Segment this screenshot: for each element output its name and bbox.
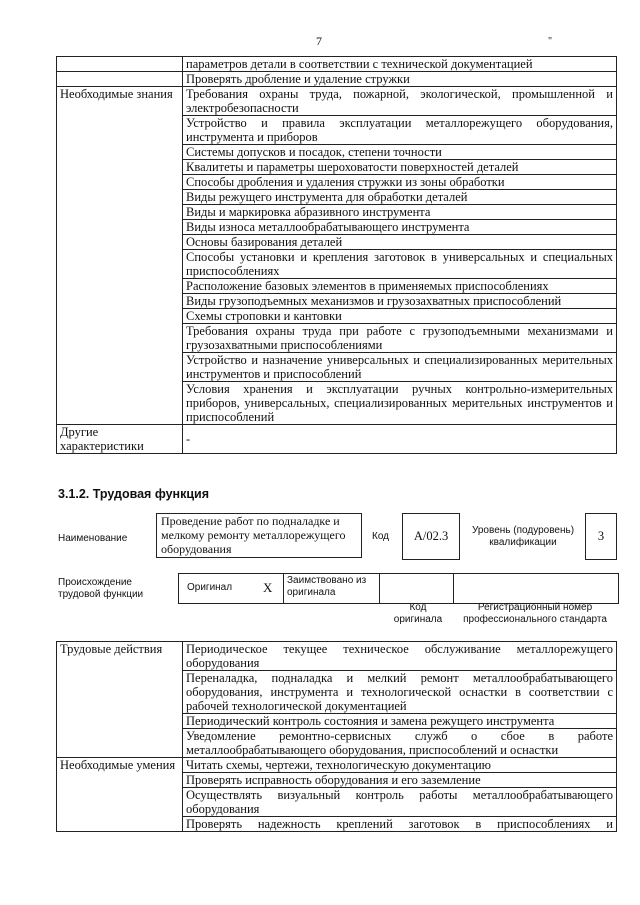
knowledge-item: Схемы строповки и кантовки: [183, 309, 617, 324]
origin-label: Происхождение трудовой функции: [58, 577, 144, 600]
level-label: Уровень (подуровень) квалификации: [471, 525, 575, 548]
knowledge-item: Условия хранения и эксплуатации ручных контрольно-измерительных приборов, универсальных, специализированных мерительных инструментов и приспособлений: [183, 382, 617, 425]
knowledge-item: Виды режущего инструмента для обработки деталей: [183, 190, 617, 205]
table-row: [57, 72, 617, 87]
table-row: [57, 87, 617, 116]
page-number: 7: [316, 34, 322, 48]
knowledge-item: Способы дробления и удаления стружки из зоны обработки: [183, 175, 617, 190]
name-label: Наименование: [58, 533, 128, 544]
table-cell: параметров детали в соответствии с технической документацией: [183, 57, 617, 72]
divider: [453, 574, 454, 603]
skill-item: Проверять исправность оборудования и его заземление: [183, 773, 617, 788]
divider: [379, 574, 380, 603]
table-row: [57, 425, 617, 454]
knowledge-item: Устройство и правила эксплуатации металлорежущего оборудования, инструмента и приборов: [183, 116, 617, 145]
knowledge-label: Необходимые знания: [57, 87, 183, 425]
other-characteristics-value: -: [183, 425, 617, 454]
table-row: [57, 642, 617, 671]
knowledge-item: Виды и маркировка абразивного инструмента: [183, 205, 617, 220]
knowledge-item: Системы допусков и посадок, степени точности: [183, 145, 617, 160]
original-label: Оригинал: [187, 582, 233, 593]
other-characteristics-label: Другие характеристики: [57, 425, 183, 454]
code-box: А/02.3: [402, 513, 460, 560]
level-box: 3: [585, 513, 617, 560]
knowledge-item: Виды износа металлообрабатывающего инструмента: [183, 220, 617, 235]
empty-label-cell: [57, 72, 183, 87]
knowledge-item: Требования охраны труда, пожарной, экологической, промышленной и электробезопасности: [183, 87, 617, 116]
borrowed-label: Заимствовано из оригинала: [287, 575, 367, 598]
corner-mark: ": [548, 36, 553, 47]
actions-label: Трудовые действия: [57, 642, 183, 758]
knowledge-item: Виды грузоподъемных механизмов и грузозахватных приспособлений: [183, 294, 617, 309]
knowledge-item: Основы базирования деталей: [183, 235, 617, 250]
knowledge-table: [56, 56, 617, 454]
actions-table: [56, 641, 617, 832]
knowledge-item: Способы установки и крепления заготовок в универсальных и специальных приспособлениях: [183, 250, 617, 279]
empty-label-cell: [57, 57, 183, 72]
knowledge-item: Устройство и назначение универсальных и специализированных мерительных инструментов и приспособлений: [183, 353, 617, 382]
function-name-box: Проведение работ по подналадке и мелкому ремонту металлорежущего оборудования: [156, 513, 362, 558]
table-row: [57, 758, 617, 773]
skill-item: Читать схемы, чертежи, технологическую документацию: [183, 758, 617, 773]
skill-item: Проверять надежность креплений заготовок в приспособлениях и: [183, 817, 617, 832]
divider: [283, 574, 284, 603]
action-item: Переналадка, подналадка и мелкий ремонт металлообрабатывающего оборудования, инструмента и технологической оснастки в соответствии с рабочей технологической документацией: [183, 671, 617, 714]
knowledge-item: Квалитеты и параметры шероховатости поверхностей деталей: [183, 160, 617, 175]
skills-label: Необходимые умения: [57, 758, 183, 832]
table-cell: Проверять дробление и удаление стружки: [183, 72, 617, 87]
action-item: Периодическое текущее техническое обслуживание металлорежущего оборудования: [183, 642, 617, 671]
table-row: [57, 57, 617, 72]
code-label: Код: [372, 531, 390, 542]
action-item: Уведомление ремонтно-сервисных служб о сбое в работе металлообрабатывающего оборудования, приспособлений и оснастки: [183, 729, 617, 758]
origin-box: [178, 573, 619, 604]
action-item: Периодический контроль состояния и замена режущего инструмента: [183, 714, 617, 729]
skill-item: Осуществлять визуальный контроль работы металлообрабатывающего оборудования: [183, 788, 617, 817]
code-original-label: Код оригинала: [393, 602, 443, 625]
section-title: 3.1.2. Трудовая функция: [58, 487, 210, 501]
knowledge-item: Расположение базовых элементов в применяемых приспособлениях: [183, 279, 617, 294]
reg-number-label: Регистрационный номер профессионального стандарта: [463, 602, 607, 625]
original-mark: X: [263, 580, 273, 595]
knowledge-item: Требования охраны труда при работе с грузоподъемными механизмами и грузозахватными приспособлениями: [183, 324, 617, 353]
